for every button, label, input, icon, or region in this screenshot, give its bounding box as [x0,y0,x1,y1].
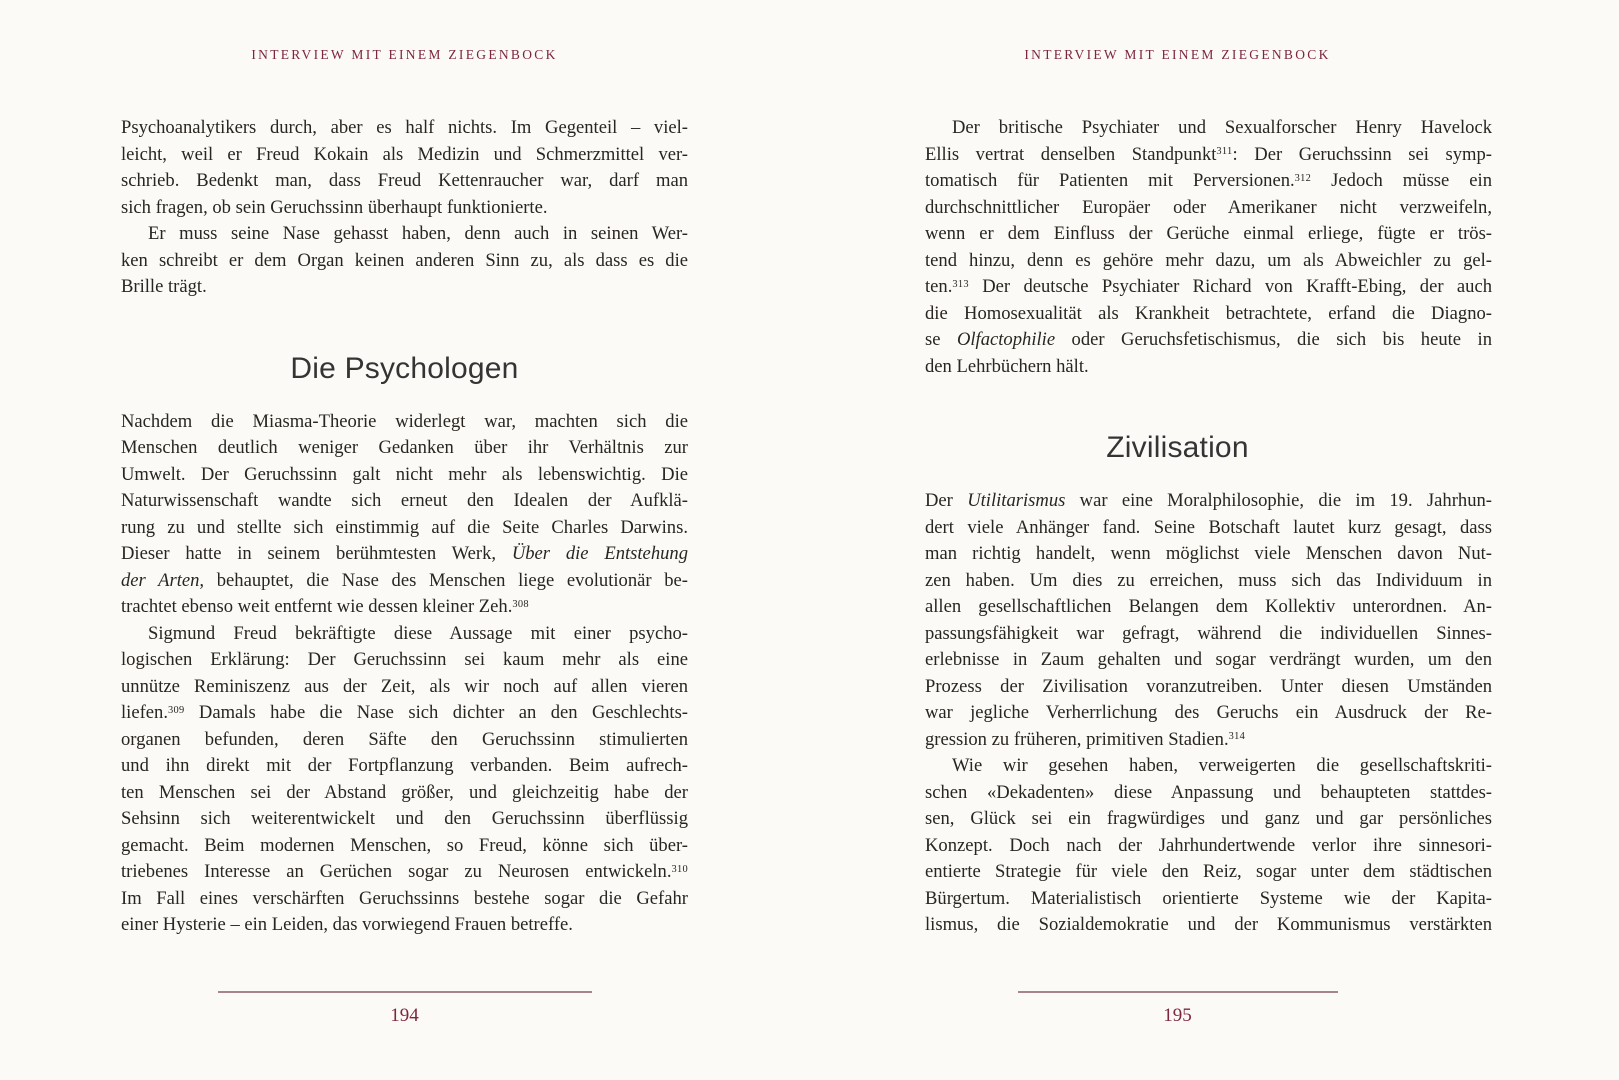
page-number: 195 [1163,1004,1192,1026]
text-line: gemacht. Beim modernen Menschen, so Freud, könne sich über- [121,834,688,856]
text-line: passungsfähigkeit war gefragt, während die individuellen Sinnes- [925,622,1492,644]
text-line: Wie wir gesehen haben, verweigerten die gesellschaftskriti- [952,755,1492,776]
text-line: Der Utilitarismus war eine Moralphilosophie, die im 19. Jahrhun- [925,490,1492,511]
text-line: sich fragen, ob sein Geruchssinn überhaupt funktionierte. [121,196,548,218]
text-line: Menschen deutlich weniger Gedanken über ihr Verhältnis zur [121,437,688,458]
text-line: Konzept. Doch nach der Jahrhundertwende verlor ihre sinnesori- [925,834,1492,856]
text-line: rung zu und stellte sich einstimmig auf die Seite Charles Darwins. [121,516,688,538]
text-line: Psychoanalytikers durch, aber es half nichts. Im Gegenteil – viel- [121,117,688,138]
text-line: leicht, weil er Freud Kokain als Medizin und Schmerzmittel ver- [121,143,688,165]
text-line: sen, Glück sei ein fragwürdiges und ganz und gar persönliches [925,808,1492,829]
text-line: zen haben. Um dies zu erreichen, muss sich das Individuum in [925,569,1492,591]
paragraph [925,753,1492,939]
text-line: liefen.$^{309}$ Damals habe die Nase sich dichter an den Geschlechts- [121,702,688,723]
text-line: Bürgertum. Materialistisch orientierte Systeme wie der Kapita- [925,887,1492,909]
text-line: schen «Dekadenten» diese Anpassung und behaupteten stattdes- [925,781,1492,803]
page-number: 194 [390,1004,419,1026]
text-line: Dieser hatte in seinem berühmtesten Werk, Über die Entstehung [121,543,688,564]
text-line: tend hinzu, denn es gehöre mehr dazu, um als Abweichler zu gel- [925,249,1492,271]
page-right [925,0,1492,1080]
paragraph [925,115,1492,380]
text-line: durchschnittlicher Europäer oder Amerikaner nicht verzweifeln, [925,196,1492,218]
paragraph [121,221,688,301]
paragraph [121,409,688,621]
text-line: Naturwissenschaft wandte sich erneut den Idealen der Aufklä- [121,490,688,511]
footer-rule [218,991,592,993]
text-line: trachtet ebenso weit entfernt wie dessen kleiner Zeh.$^{308}$ [121,596,529,617]
text-line: gression zu früheren, primitiven Stadien.$^{314}$ [925,728,1246,750]
running-header: INTERVIEW MIT EINEM ZIEGENBOCK [1024,47,1331,62]
section-heading: Die Psychologen [290,351,519,385]
text-line: und ihn direkt mit der Fortpflanzung verbanden. Beim aufrech- [121,755,688,776]
text-line: Sigmund Freud bekräftigte diese Aussage mit einer psycho- [148,622,688,644]
text-line: tomatisch für Patienten mit Perversionen.$^{312}$ Jedoch müsse ein [925,170,1492,191]
text-line: der Arten, behauptet, die Nase des Menschen liege evolutionär be- [121,569,688,591]
text-line: unnütze Reminiszenz aus der Zeit, als wir noch auf allen vieren [121,675,688,697]
page-body [121,115,688,939]
text-line: ten Menschen sei der Abstand größer, und gleichzeitig habe der [121,781,688,803]
text-line: Umwelt. Der Geruchssinn galt nicht mehr als lebenswichtig. Die [121,463,688,485]
section-heading: Zivilisation [1106,431,1249,464]
text-line: man richtig handelt, wenn möglichst viele Menschen davon Nut- [925,543,1492,564]
text-line: logischen Erklärung: Der Geruchssinn sei kaum mehr als eine [121,649,688,670]
page-body [925,115,1492,939]
text-line: ten.$^{313}$ Der deutsche Psychiater Richard von Krafft-Ebing, der auch [925,276,1492,297]
text-line: wenn er dem Einfluss der Gerüche einmal erliege, fügte er trös- [925,223,1492,244]
text-line: Brille trägt. [121,276,207,297]
text-line: Nachdem die Miasma-Theorie widerlegt war, machten sich die [121,410,688,432]
text-line: allen gesellschaftlichen Belangen dem Kollektiv unterordnen. An- [925,596,1492,617]
paragraph [925,488,1492,753]
text-line: ken schreibt er dem Organ keinen anderen Sinn zu, als dass es die [121,249,688,271]
text-line: Er muss seine Nase gehasst haben, denn auch in seinen Wer- [148,223,688,244]
paragraph [121,115,688,221]
footer-rule [1018,991,1338,993]
page-left [121,0,688,1080]
page-footer [121,991,688,1027]
text-line: schrieb. Bedenkt man, dass Freud Kettenraucher war, darf man [121,170,688,191]
running-header: INTERVIEW MIT EINEM ZIEGENBOCK [251,47,558,62]
text-line: Ellis vertrat denselben Standpunkt$^{311}$: Der Geruchssinn sei symp- [925,143,1492,165]
text-line: triebenes Interesse an Gerüchen sogar zu Neurosen entwickeln.$^{310}$ [121,861,688,882]
text-line: Sehsinn sich weiterentwickelt und den Geruchssinn überflüssig [121,808,688,829]
text-line: einer Hysterie – ein Leiden, das vorwiegend Frauen betreffe. [121,914,573,935]
text-line: die Homosexualität als Krankheit betrachtete, erfand die Diagno- [925,302,1492,324]
text-line: den Lehrbüchern hält. [925,355,1089,377]
text-line: war jegliche Verherrlichung des Geruchs ein Ausdruck der Re- [925,702,1492,723]
text-line: Prozess der Zivilisation voranzutreiben. Unter diesen Umständen [925,675,1492,697]
paragraph [121,621,688,939]
page-footer [894,991,1461,1027]
text-line: organen befunden, deren Säfte den Geruchssinn stimulierten [121,728,688,750]
text-line: Im Fall eines verschärften Geruchssinns bestehe sogar die Gefahr [121,887,688,909]
text-line: Der britische Psychiater und Sexualforscher Henry Havelock [952,117,1492,138]
text-line: se Olfactophilie oder Geruchsfetischismus, die sich bis heute in [925,329,1492,350]
text-line: erlebnisse in Zaum gehalten und sogar verdrängt wurden, um den [925,649,1492,670]
text-line: dert viele Anhänger fand. Seine Botschaft lautet kurz gesagt, dass [925,516,1492,538]
text-line: lismus, die Sozialdemokratie und der Kommunismus verstärkten [925,914,1492,935]
text-line: entierte Strategie für viele den Reiz, sogar unter dem städtischen [925,861,1492,882]
